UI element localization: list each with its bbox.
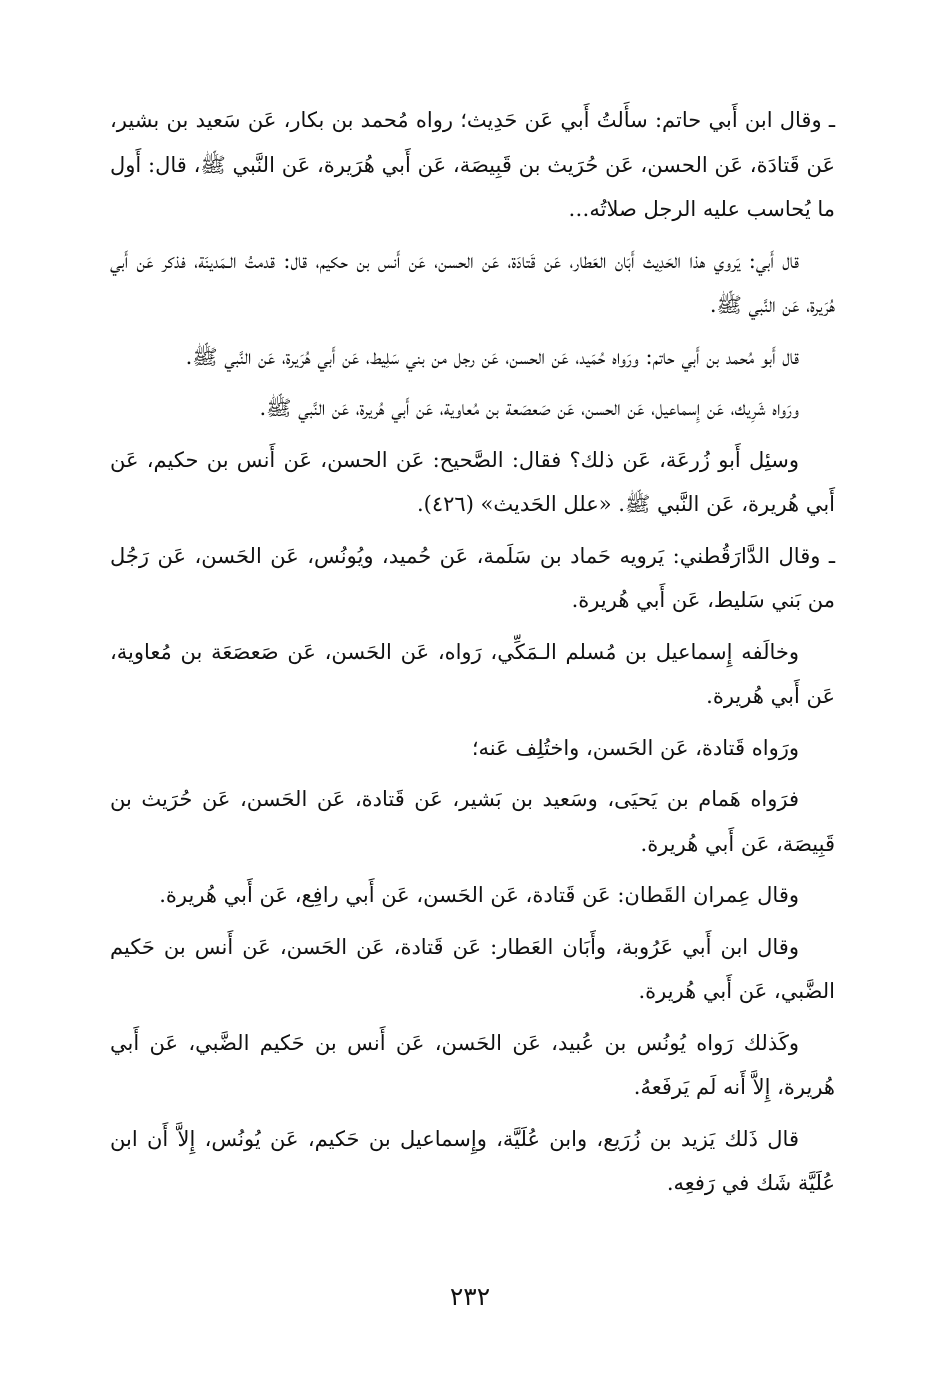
paragraph: ـ وقال الدَّارَقُطني: يَرويه حَماد بن سَلَمة، عَن حُميد، ويُونُس، عَن الحَسن، عَن رَجُل من بَني سَليط، عَن أَبي هُريرة. [110, 543, 835, 612]
paragraph: قال أَبو مُحمد بن أَبي حاتم: ورَواه حُمَيد، عَن الحسن، عَن رجل من بني سَلِيط، عَن أَبي هُرَيرة، عَن النَّبي ﷺ. [185, 344, 799, 369]
paragraph: وخالَفه إِسماعيل بن مُسلم الـمَكِّي، رَواه، عَن الحَسن، عَن صَعصَعَة بن مُعاوية، عَن أَبي هُريرة. [110, 639, 835, 708]
paragraph: وكَذلك رَواه يُونُس بن عُبيد، عَن الحَسن، عَن أَنس بن حَكيم الضَّبي، عَن أَبي هُريرة، إِلاَّ أَنه لَم يَرفَعهُ. [110, 1030, 835, 1099]
paragraph: وسئِل أَبو زُرعَة، عَن ذلك؟ فقال: الصَّحيح: عَن الحسن، عَن أَنس بن حكيم، عَن أَبي هُريرة، عَن النَّبي ﷺ. «علل الحَديث» (٤٢٦). [110, 447, 835, 516]
paragraph: قال أَبي: يَروي هذا الحَدِيث أَبَان العَطار، عَن قَتادَة، عَن الحسن، عَن أَنس بن حكيم، قال: قدمتُ الـمَدينَة، فذكر عَن أَبي هُرَيرة، عَن النَّبي ﷺ. [110, 248, 835, 317]
paragraph: وقال ابن أَبي عَرُوبة، وأَبَان العَطار: عَن قَتادة، عَن الحَسن، عَن أَنس بن حَكيم الضَّبي، عَن أَبي هُريرة. [110, 934, 835, 1003]
paragraph: فرَواه هَمام بن يَحيَى، وسَعيد بن بَشير، عَن قَتادة، عَن الحَسن، عَن حُرَيث بن قَبِيصَة، عَن أَبي هُريرة. [110, 787, 835, 856]
paragraph: ورَواه شَرِيك، عَن إِسماعيل، عَن الحسن، عَن صَعصَعة بن مُعاوية، عَن أَبي هُريرة، عَن النَّبي ﷺ. [259, 396, 799, 420]
page-number: ٢٣٢ [449, 1282, 491, 1311]
paragraph: ورَواه قَتادة، عَن الحَسن، واختُلِف عَنه؛ [471, 735, 799, 760]
paragraph: قال ذَلك يَزيد بن زُرَيع، وابن عُلَيَّة، وإِسماعيل بن حَكيم، عَن يُونُس، إِلاَّ أَن ابن عُلَيَّة شَك في رَفعِه. [110, 1126, 835, 1195]
paragraph: ـ وقال ابن أَبي حاتم: سأَلتُ أَبي عَن حَدِيث؛ رواه مُحمد بن بكار، عَن سَعيد بن بشير، عَن قَتادَة، عَن الحسن، عَن حُرَيث بن قَبِيصَة، عَن أَبي هُرَيرة، عَن النَّبي ﷺ، قال: أَول ما يُحاسب عليه الرجل صلاتُه… [110, 108, 835, 221]
document-body [110, 98, 835, 1213]
paragraph: وقال عِمران القَطان: عَن قَتادة، عَن الحَسن، عَن أَبي رافِع، عَن أَبي هُريرة. [159, 883, 799, 907]
